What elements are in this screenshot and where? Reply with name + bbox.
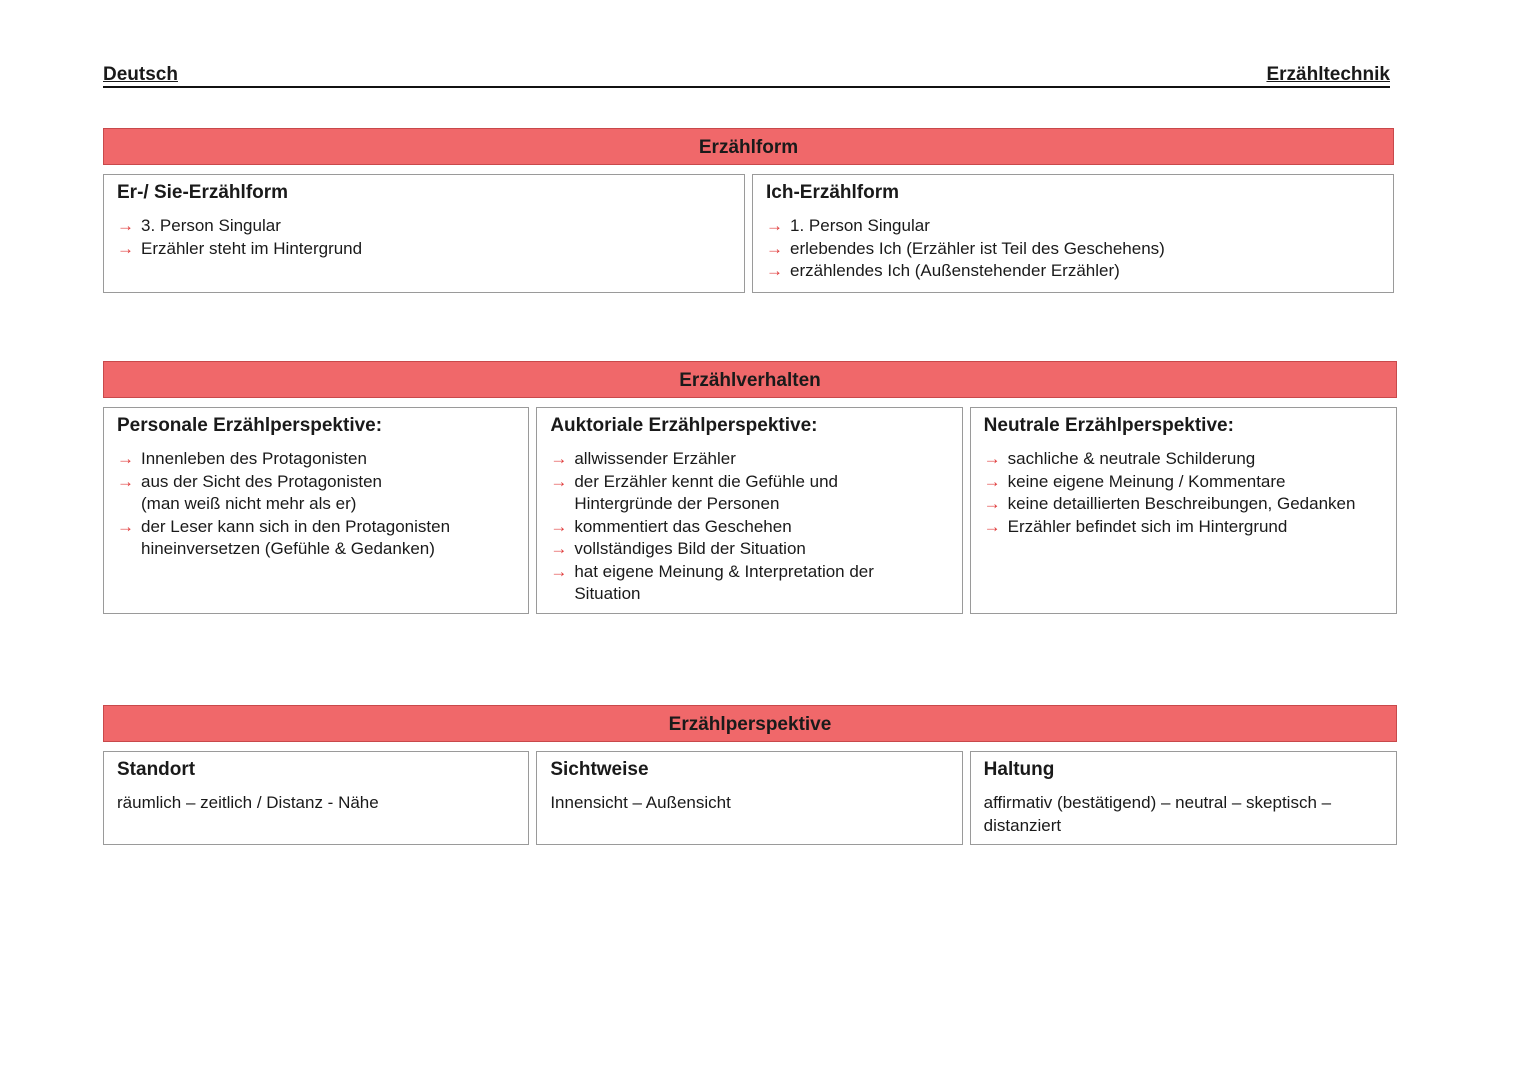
arrow-right-icon: →: [983, 471, 1001, 491]
section-title: Erzählverhalten: [103, 361, 1397, 398]
card-title: Haltung: [983, 759, 1055, 780]
card-standort: [103, 751, 529, 845]
arrow-right-icon: →: [117, 516, 134, 536]
card-auktoriale-perspektive: [536, 407, 962, 614]
list-item: → Erzähler befindet sich im Hintergrund: [984, 516, 1383, 539]
card-personale-perspektive: [103, 407, 529, 614]
card-text-line: affirmativ (bestätigend) – neutral – skeptisch –: [983, 793, 1332, 812]
arrow-right-icon: →: [766, 216, 783, 235]
list-item: → vollständiges Bild der Situation: [550, 538, 948, 561]
card-row: [103, 174, 1394, 293]
bullet-list: [117, 448, 515, 561]
list-item: → sachliche & neutrale Schilderung: [984, 448, 1383, 471]
arrow-right-icon: →: [983, 449, 1001, 468]
card-neutrale-perspektive: [970, 407, 1397, 614]
card-title: Personale Erzählperspektive:: [117, 415, 383, 436]
section-title: Erzählperspektive: [103, 705, 1397, 742]
card-er-sie-erzaehlform: [103, 174, 745, 293]
arrow-right-icon: →: [766, 238, 783, 258]
list-item: → aus der Sicht des Protagonisten (man weiß nicht mehr als er): [117, 471, 382, 513]
list-item: → der Leser kann sich in den Protagonisten hineinversetzen (Gefühle & Gedanken): [117, 516, 451, 558]
arrow-right-icon: →: [983, 494, 1001, 513]
arrow-right-icon: →: [117, 449, 134, 468]
card-ich-erzaehlform: [752, 174, 1394, 293]
list-item: → keine eigene Meinung / Kommentare: [984, 471, 1383, 494]
section-erzaehlform: [103, 128, 1394, 293]
section-erzaehlverhalten: [103, 361, 1397, 614]
arrow-right-icon: →: [766, 261, 783, 280]
arrow-right-icon: →: [550, 516, 568, 536]
card-text-line: distanziert: [983, 815, 1062, 835]
arrow-right-icon: →: [983, 516, 1001, 536]
card-text: Innensicht – Außensicht: [550, 793, 731, 812]
card-sichtweise: [536, 751, 962, 845]
card-title: Neutrale Erzählperspektive:: [983, 415, 1234, 436]
list-item: → erzählendes Ich (Außenstehender Erzähler): [766, 260, 1380, 283]
list-item: → 3. Person Singular: [117, 215, 731, 238]
list-item: → allwissender Erzähler: [550, 448, 948, 471]
card-haltung: [970, 751, 1397, 845]
arrow-right-icon: →: [550, 471, 568, 491]
card-title: Standort: [117, 759, 196, 780]
section-erzaehlperspektive: [103, 705, 1397, 845]
list-item: → Innenleben des Protagonisten: [117, 448, 515, 471]
bullet-list: [766, 215, 1380, 283]
list-item: → 1. Person Singular: [766, 215, 1380, 238]
arrow-right-icon: →: [117, 471, 134, 491]
bullet-list: [117, 215, 731, 260]
arrow-right-icon: →: [117, 216, 134, 235]
card-row: [103, 751, 1397, 845]
card-text: räumlich – zeitlich / Distanz - Nähe: [117, 793, 379, 812]
card-title: Auktoriale Erzählperspektive:: [550, 415, 818, 436]
subject-label: Deutsch: [103, 64, 178, 85]
list-item: → Erzähler steht im Hintergrund: [117, 238, 731, 261]
bullet-list: [984, 448, 1383, 538]
bullet-list: [550, 448, 948, 606]
section-title: Erzählform: [103, 128, 1394, 165]
list-item: → erlebendes Ich (Erzähler ist Teil des Geschehens): [766, 238, 1380, 261]
list-item: → kommentiert das Geschehen: [550, 516, 948, 539]
arrow-right-icon: →: [117, 238, 134, 258]
card-row: [103, 407, 1397, 614]
arrow-right-icon: →: [550, 539, 568, 558]
arrow-right-icon: →: [550, 449, 568, 468]
list-item: → keine detaillierten Beschreibungen, Gedanken: [984, 493, 1383, 516]
card-title: Er-/ Sie-Erzählform: [117, 182, 289, 203]
list-item: → der Erzähler kennt die Gefühle und Hintergründe der Personen: [550, 471, 838, 513]
arrow-right-icon: →: [550, 561, 568, 581]
topic-label: Erzähltechnik: [1266, 64, 1390, 85]
list-item: → hat eigene Meinung & Interpretation der Situation: [550, 561, 874, 603]
card-title: Ich-Erzählform: [766, 182, 900, 203]
card-title: Sichtweise: [550, 759, 649, 780]
page-header: [103, 62, 1390, 88]
